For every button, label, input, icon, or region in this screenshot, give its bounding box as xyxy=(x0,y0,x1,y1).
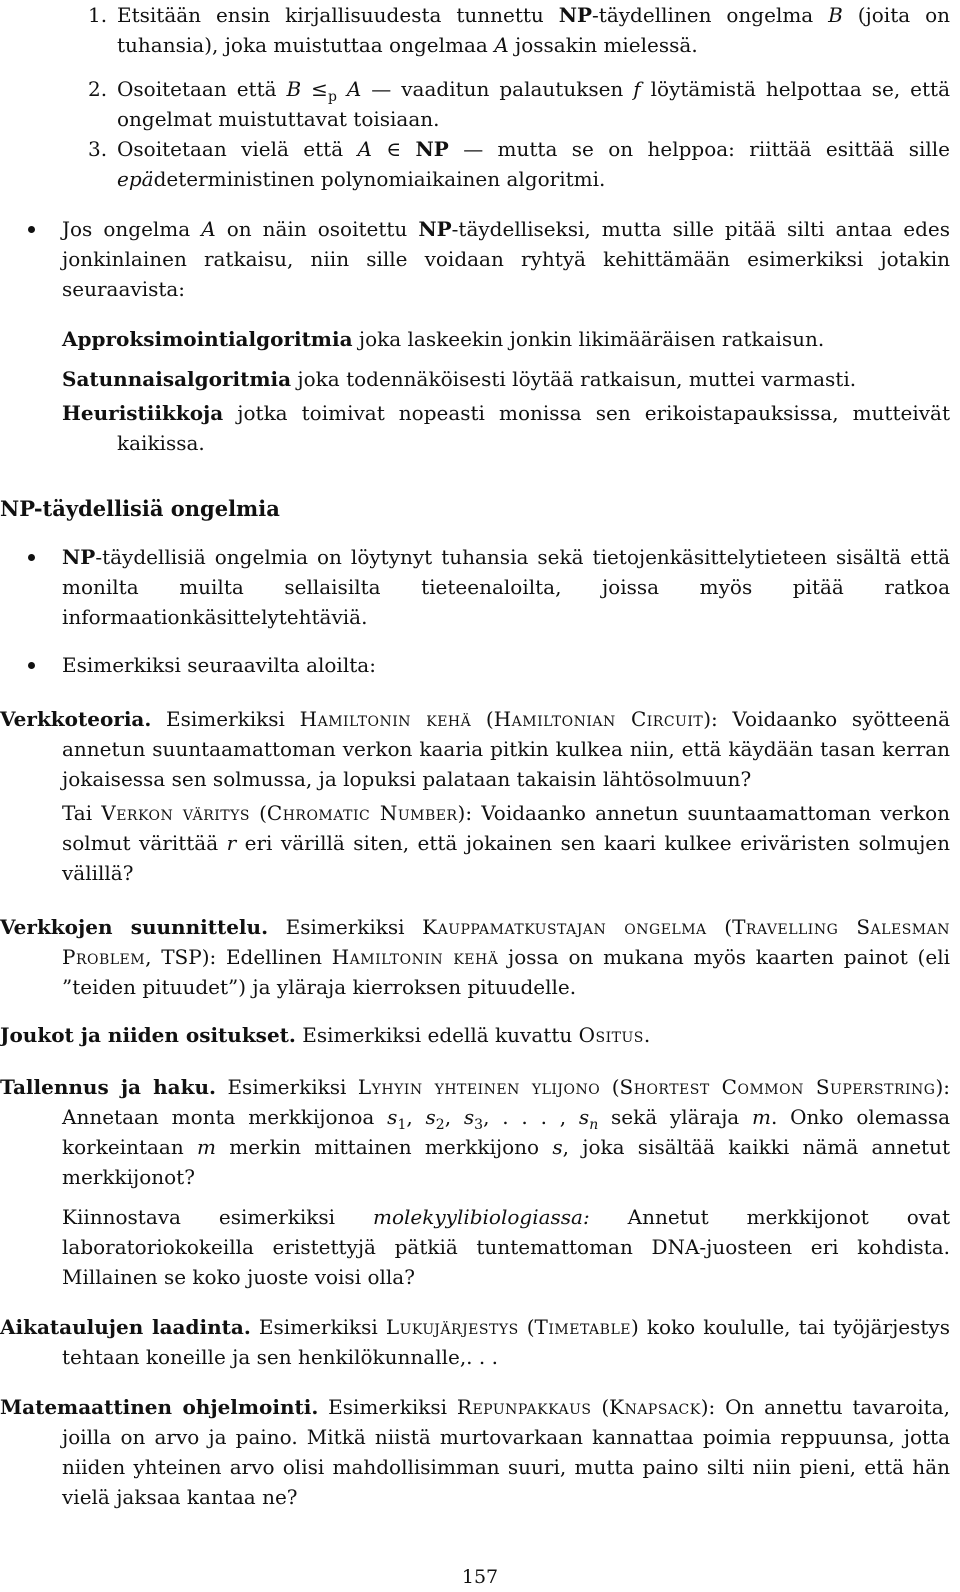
text-run: epä xyxy=(117,167,154,191)
text-run: ( xyxy=(518,1315,535,1339)
text-run: Knapsack xyxy=(609,1395,701,1419)
text-run: B xyxy=(828,3,843,27)
text-run: molekyylibiologiassa: xyxy=(372,1205,590,1229)
text-run: A xyxy=(201,217,216,241)
bullet-dot xyxy=(28,662,35,669)
text-run: . xyxy=(643,1023,651,1047)
desc-text: Approksimointialgoritmia joka laskeekin jonkin likimääräisen ratkaisun. xyxy=(62,327,825,351)
text-run: Hamiltonin kehä xyxy=(331,945,499,969)
text-run: , TSP): Edellinen xyxy=(145,945,332,969)
text-run: -täydellisiä ongelmia on löytynyt tuhansia sekä tietojenkäsittelytieteen sisältä että monilta muilta sellaisilta tieteenaloilta, joissa myös pitää ratkoa informaationkäsittelytehtäviä. xyxy=(62,545,950,629)
desc-item-heuristiikka xyxy=(0,398,950,458)
text-run: Ositus xyxy=(578,1023,644,1047)
text-run: ∈ xyxy=(371,137,416,161)
bullet-text xyxy=(0,214,950,304)
bullet-paragraph xyxy=(0,542,950,632)
text-run: , joka sisältää kaikki nämä annetut merkkijonot? xyxy=(62,1135,950,1189)
text-run: Osoitetaan vielä että xyxy=(117,137,358,161)
text-run: r xyxy=(226,831,237,855)
text-run xyxy=(337,77,347,101)
text-run: ( xyxy=(249,801,267,825)
text-run: Esimerkiksi xyxy=(268,915,423,939)
bullet-paragraph xyxy=(0,214,950,304)
bullet-text xyxy=(62,542,950,632)
text-run: s xyxy=(387,1105,398,1129)
list-item-1 xyxy=(0,0,950,60)
text-run: 2 xyxy=(435,1117,445,1133)
text-run: jossa on mukana myös kaarten painot (eli ”teiden pituudet”) ja yläraja kierroksen pituudelle. xyxy=(62,945,950,999)
list-item-text xyxy=(117,134,950,194)
text-run: jossakin mielessä. xyxy=(508,33,698,57)
list-number: 2. xyxy=(88,77,108,101)
text-run: Chromatic Number xyxy=(266,801,458,825)
text-run: Travelling Salesman Problem xyxy=(62,915,950,969)
desc-term: Satunnaisalgoritmia xyxy=(62,367,292,391)
text-run: Etsitään ensin kirjallisuudesta tunnettu xyxy=(117,3,559,27)
text-run: Joukot ja niiden ositukset. xyxy=(0,1023,296,1047)
example-joukot xyxy=(0,1020,950,1050)
list-item-2 xyxy=(0,74,950,134)
text-run: Timetable xyxy=(534,1315,631,1339)
text-run: Repunpakkaus xyxy=(456,1395,592,1419)
text-run: Kauppamatkustajan ongelma xyxy=(422,915,707,939)
list-item-3 xyxy=(0,134,950,194)
text-run: Esimerkiksi xyxy=(151,707,300,731)
bullet-dot xyxy=(28,226,35,233)
desc-term: Heuristiikkoja xyxy=(62,401,224,425)
text-run: Lyhyin yhteinen ylijono xyxy=(357,1075,601,1099)
text-run: Esimerkiksi edellä kuvattu xyxy=(295,1023,579,1047)
text-run: ): On annettu tavaroita, joilla on arvo ja paino. Mitkä niistä murtovarkaan kannattaa poimia reppuunsa, jotta niiden yhteinen arvo olisi mahdollisimman suuri, mutta paino silti niin pieni, että hän vielä jaksaa kantaa ne? xyxy=(62,1395,950,1509)
text-run: -täydelliseksi, mutta sille pitää silti antaa edes jonkinlainen ratkaisu, niin sille voidaan ryhtyä kehittämään esimerkiksi jotakin seuraavista: xyxy=(62,217,950,301)
text-run: Verkkojen suunnittelu. xyxy=(0,915,269,939)
example-verkkojen-suunnittelu xyxy=(0,912,950,1002)
section-heading: NP-täydellisiä ongelmia xyxy=(0,496,280,521)
text-run: — vaaditun palautuksen xyxy=(361,77,634,101)
text-run: ( xyxy=(706,915,733,939)
text-run: s xyxy=(552,1135,563,1159)
text-run: ≤ xyxy=(301,77,328,101)
text-run: — mutta se on helppoa: riittää esittää sille xyxy=(448,137,950,161)
text-run: A xyxy=(357,137,372,161)
example-verkon-varitys xyxy=(0,798,950,888)
text-run: merkin mittainen merkkijono xyxy=(215,1135,553,1159)
text-run: Annetut merkkijonot ovat laboratoriokokeilla eristettyjä pätkiä tuntemattoman DNA-juosteen eri kohdista. Millainen se koko juoste voisi olla? xyxy=(62,1205,950,1289)
text-run: ): Annetaan monta merkkijonoa xyxy=(62,1075,951,1129)
desc-text: Satunnaisalgoritmia joka todennäköisesti löytää ratkaisun, muttei varmasti. xyxy=(62,367,857,391)
text-run: NP xyxy=(415,137,449,161)
text-run: . Onko olemassa korkeintaan xyxy=(62,1105,951,1159)
desc-item-satunnais xyxy=(0,364,950,394)
list-item-text xyxy=(117,0,950,60)
text-run: Esimerkiksi xyxy=(215,1075,358,1099)
text-run: sekä yläraja xyxy=(598,1105,753,1129)
text-run: m xyxy=(752,1105,771,1129)
text-run: A xyxy=(346,77,362,101)
text-run: , xyxy=(444,1105,464,1129)
text-run: eri värillä siten, että jokainen sen kaari kulkee eriväristen solmujen välillä? xyxy=(62,831,950,885)
text-run: Lukujärjestys xyxy=(385,1315,519,1339)
text-run: ( xyxy=(591,1395,610,1419)
text-run: Hamiltonian Circuit xyxy=(493,707,704,731)
text-run: Tallennus ja haku. xyxy=(0,1075,216,1099)
desc-term: Approksimointialgoritmia xyxy=(62,327,353,351)
text-run: Esimerkiksi seuraavilta aloilta: xyxy=(62,653,376,677)
example-aikataulujen xyxy=(0,1312,950,1372)
list-number: 3. xyxy=(88,137,108,161)
list-item-text xyxy=(117,74,950,134)
text-run: , . . . , xyxy=(483,1105,579,1129)
text-run: Shortest Common Superstring xyxy=(619,1075,936,1099)
text-run: Aikataulujen laadinta. xyxy=(0,1315,251,1339)
text-run: s xyxy=(425,1105,436,1129)
text-run: ): Voidaanko annetun suuntaamattoman verkon solmut värittää xyxy=(62,801,950,855)
text-run: Jos ongelma xyxy=(62,217,202,241)
text-run: m xyxy=(197,1135,216,1159)
text-run: NP xyxy=(558,3,593,27)
text-run: Hamiltonin kehä xyxy=(299,707,472,731)
desc-item-approksimointi xyxy=(0,324,950,354)
text-run: deterministinen polynomiaikainen algoritmi. xyxy=(153,167,606,191)
text-run: Verkon väritys xyxy=(101,801,250,825)
text-run: n xyxy=(589,1117,599,1133)
example-verkkoteoria xyxy=(0,704,950,794)
text-run: (joita on tuhansia), joka muistuttaa ongelmaa xyxy=(117,3,950,57)
example-tallennus xyxy=(0,1072,950,1192)
text-run: , xyxy=(406,1105,426,1129)
text-run: Osoitetaan että xyxy=(117,77,287,101)
text-run: on näin osoitettu xyxy=(215,217,419,241)
text-run: Esimerkiksi xyxy=(318,1395,457,1419)
text-run: ): Voidaanko syötteenä annetun suuntaamattoman verkon kaaria pitkin kulkea niin, että käydään tasan kerran jokaisessa sen solmussa, ja lopuksi palataan takaisin lähtösolmuun? xyxy=(62,707,950,791)
text-run: Esimerkiksi xyxy=(250,1315,386,1339)
text-run: Verkkoteoria. xyxy=(0,707,152,731)
bullet-text xyxy=(62,650,950,680)
example-kiinnostava xyxy=(0,1202,950,1292)
bullet-paragraph xyxy=(0,650,950,680)
text-run: -täydellinen ongelma xyxy=(592,3,829,27)
text-run: ( xyxy=(600,1075,620,1099)
text-run: p xyxy=(327,89,337,105)
desc-text: Heuristiikkoja jotka toimivat nopeasti monissa sen erikoistapauksissa, mutteivät kaikissa. xyxy=(62,401,950,455)
text-run: NP xyxy=(418,217,452,241)
page-number: 157 xyxy=(461,1566,499,1588)
text-run: s xyxy=(463,1105,475,1129)
text-run: Matemaattinen ohjelmointi. xyxy=(0,1395,319,1419)
text-run: s xyxy=(578,1105,590,1129)
text-run: ) koko koululle, tai työjärjestys tehtaan koneille ja sen henkilökunnalle,. . . xyxy=(62,1315,950,1369)
text-run: f xyxy=(633,77,641,101)
text-run: A xyxy=(494,33,509,57)
text-run: Kiinnostava esimerkiksi xyxy=(62,1205,373,1229)
example-matemaattinen xyxy=(0,1392,950,1512)
text-run: B xyxy=(286,77,302,101)
text-run: löytämistä helpottaa se, että ongelmat muistuttavat toisiaan. xyxy=(117,77,950,131)
bullet-dot xyxy=(28,554,35,561)
text-run: Tai xyxy=(62,801,102,825)
text-run: 3 xyxy=(474,1117,484,1133)
list-number: 1. xyxy=(88,3,108,27)
text-run: 1 xyxy=(397,1117,407,1133)
text-run: NP xyxy=(62,545,96,569)
text-run: ( xyxy=(471,707,494,731)
